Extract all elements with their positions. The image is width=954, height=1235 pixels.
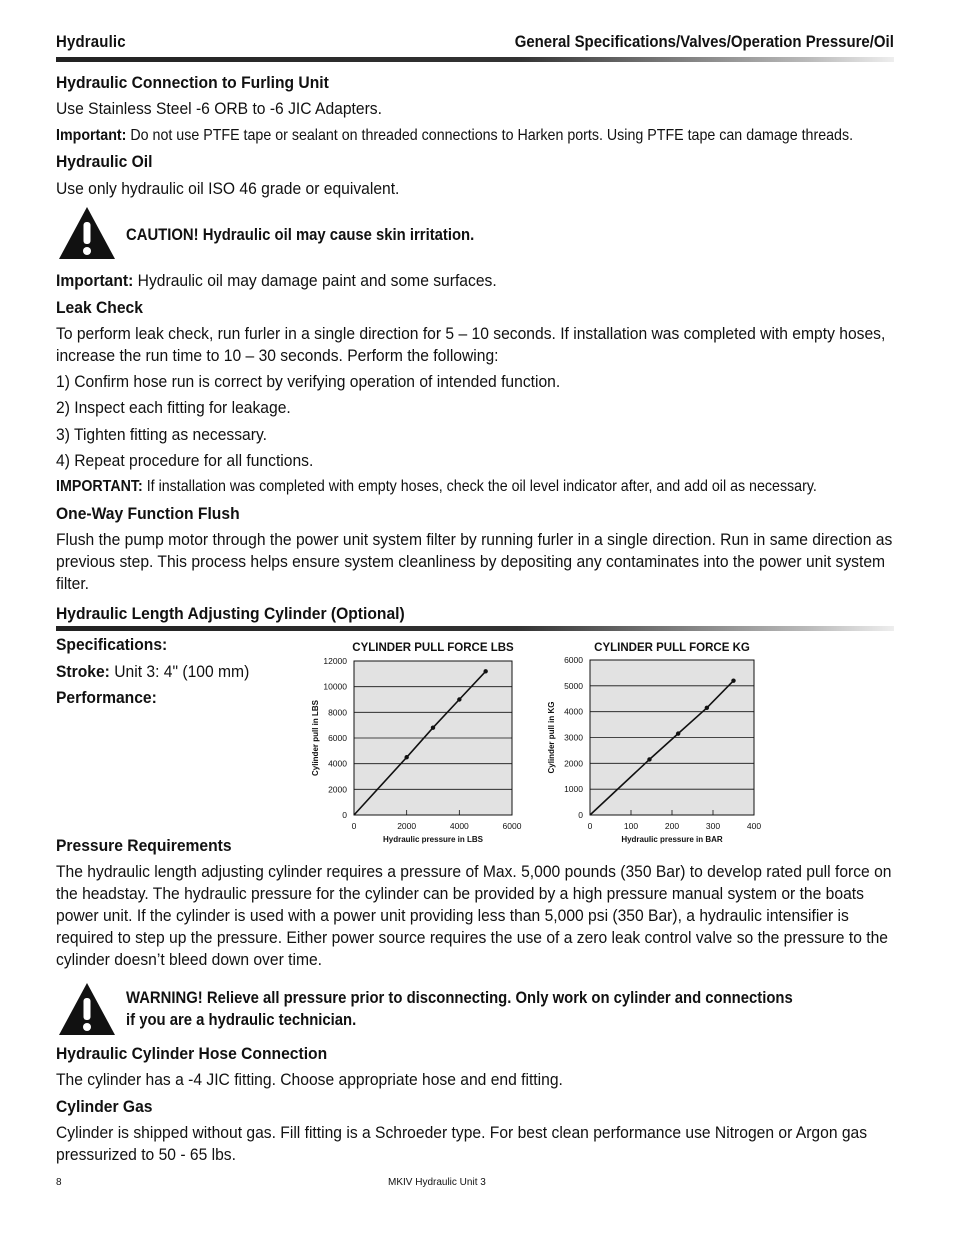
cylinder-heading: Hydraulic Length Adjusting Cylinder (Optional)	[56, 604, 405, 623]
y-tick-label: 1000	[564, 784, 583, 795]
section-title: Hydraulic	[56, 32, 126, 51]
pressure-heading: Pressure Requirements	[56, 836, 232, 855]
leak-important: IMPORTANT: If installation was completed with empty hoses, check the oil level indicator after, and add oil as necessary.	[56, 478, 817, 495]
header-rule	[56, 57, 894, 62]
y-tick-label: 4000	[328, 758, 347, 769]
page-number: 8	[56, 1177, 62, 1188]
data-point	[483, 669, 487, 673]
chart-kg	[518, 636, 762, 848]
x-tick-label: 400	[746, 821, 762, 831]
furling-heading: Hydraulic Connection to Furling Unit	[56, 73, 329, 92]
x-tick-label: 0	[587, 821, 593, 831]
gas-heading: Cylinder Gas	[56, 1097, 153, 1116]
x-tick-label: 0	[351, 821, 357, 831]
x-tick-label: 6000	[502, 821, 522, 831]
data-point	[705, 706, 709, 710]
x-tick-label: 200	[664, 821, 680, 831]
oil-important: Important: Hydraulic oil may damage paint and some surfaces.	[56, 271, 497, 290]
data-point	[457, 697, 461, 701]
x-tick-label: 300	[705, 821, 721, 831]
spec-label: Specifications:	[56, 635, 168, 654]
warning-icon	[58, 982, 116, 1036]
performance-label: Performance:	[56, 688, 157, 707]
y-tick-label: 4000	[564, 706, 583, 717]
y-tick-label: 6000	[564, 655, 583, 665]
gas-text: Cylinder is shipped without gas. Fill fitting is a Schroeder type. For best clean performance use Nitrogen or Argon gas pressurized to 50 - 65 lbs.	[56, 1123, 868, 1164]
chart-title: CYLINDER PULL FORCE KG	[594, 642, 750, 654]
page-subject: General Specifications/Valves/Operation Pressure/Oil	[514, 32, 894, 51]
leak-step: 3) Tighten fitting as necessary.	[56, 425, 267, 444]
hose-heading: Hydraulic Cylinder Hose Connection	[56, 1044, 328, 1063]
leak-heading: Leak Check	[56, 298, 143, 317]
page-header	[56, 32, 894, 54]
y-tick-label: 12000	[323, 656, 347, 666]
y-tick-label: 8000	[328, 707, 347, 718]
x-axis-label: Hydraulic pressure in LBS	[382, 835, 484, 844]
data-point	[676, 731, 680, 735]
chart-title: CYLINDER PULL FORCE LBS	[352, 642, 514, 654]
flush-text: Flush the pump motor through the power unit system filter by running furler in a single direction. Run in same direction as previous step. This process helps ensure system cleanliness by depositing any contaminates into the power unit system filter.	[56, 530, 893, 593]
y-tick-label: 3000	[564, 732, 583, 743]
x-tick-label: 4000	[449, 821, 469, 831]
caution-text: CAUTION! Hydraulic oil may cause skin irritation.	[126, 226, 475, 244]
oil-heading: Hydraulic Oil	[56, 152, 153, 171]
x-tick-label: 2000	[397, 821, 417, 831]
y-tick-label: 2000	[564, 758, 583, 769]
data-point	[404, 755, 408, 759]
furling-line: Use Stainless Steel -6 ORB to -6 JIC Adapters.	[56, 99, 382, 118]
hose-text: The cylinder has a -4 JIC fitting. Choose appropriate hose and end fitting.	[56, 1070, 563, 1089]
y-tick-label: 0	[578, 810, 583, 820]
leak-step: 2) Inspect each fitting for leakage.	[56, 398, 291, 417]
x-tick-label: 100	[623, 821, 639, 831]
leak-step: 1) Confirm hose run is correct by verifying operation of intended function.	[56, 372, 561, 391]
leak-intro: To perform leak check, run furler in a single direction for 5 – 10 seconds. If installation was completed with empty hoses, increase the run time to 10 – 30 seconds. Perform the following:	[56, 324, 886, 365]
document-title: MKIV Hydraulic Unit 3	[388, 1177, 486, 1188]
data-point	[431, 726, 435, 730]
pressure-text: The hydraulic length adjusting cylinder requires a pressure of Max. 5,000 pounds (350 Bar) to develop rated pull force on the headstay. The hydraulic pressure for the cylinder can be provided by a high pressure manual system or the boats power unit. If the cylinder is used with a power unit providing less than 5,000 psi (350 Bar), a hydraulic intensifier is required to step up the pressure. Either power source requires the use of a zero leak control valve so the pressure to the cylinder doesn’t bleed down over time.	[56, 862, 892, 969]
y-tick-label: 2000	[328, 784, 347, 795]
y-tick-label: 5000	[564, 680, 583, 691]
y-axis-label: Cylinder pull in KG	[547, 701, 556, 774]
furling-important: Important: Do not use PTFE tape or sealant on threaded connections to Harken ports. Using PTFE tape can damage threads.	[56, 127, 854, 144]
data-point	[647, 757, 651, 761]
y-tick-label: 10000	[323, 681, 347, 692]
x-axis-label: Hydraulic pressure in BAR	[621, 835, 723, 844]
y-tick-label: 0	[342, 810, 347, 820]
flush-heading: One-Way Function Flush	[56, 504, 240, 523]
oil-line: Use only hydraulic oil ISO 46 grade or equivalent.	[56, 179, 400, 198]
data-point	[731, 678, 735, 682]
cylinder-rule	[56, 626, 894, 631]
warning-text: WARNING! Relieve all pressure prior to disconnecting. Only work on cylinder and connections if you are a hydraulic technician.	[126, 989, 793, 1029]
chart-lbs	[281, 636, 522, 848]
leak-step: 4) Repeat procedure for all functions.	[56, 451, 314, 470]
stroke-spec: Stroke: Unit 3: 4" (100 mm)	[56, 662, 250, 681]
caution-icon	[58, 206, 116, 260]
y-axis-label: Cylinder pull in LBS	[311, 699, 320, 777]
y-tick-label: 6000	[328, 733, 347, 743]
